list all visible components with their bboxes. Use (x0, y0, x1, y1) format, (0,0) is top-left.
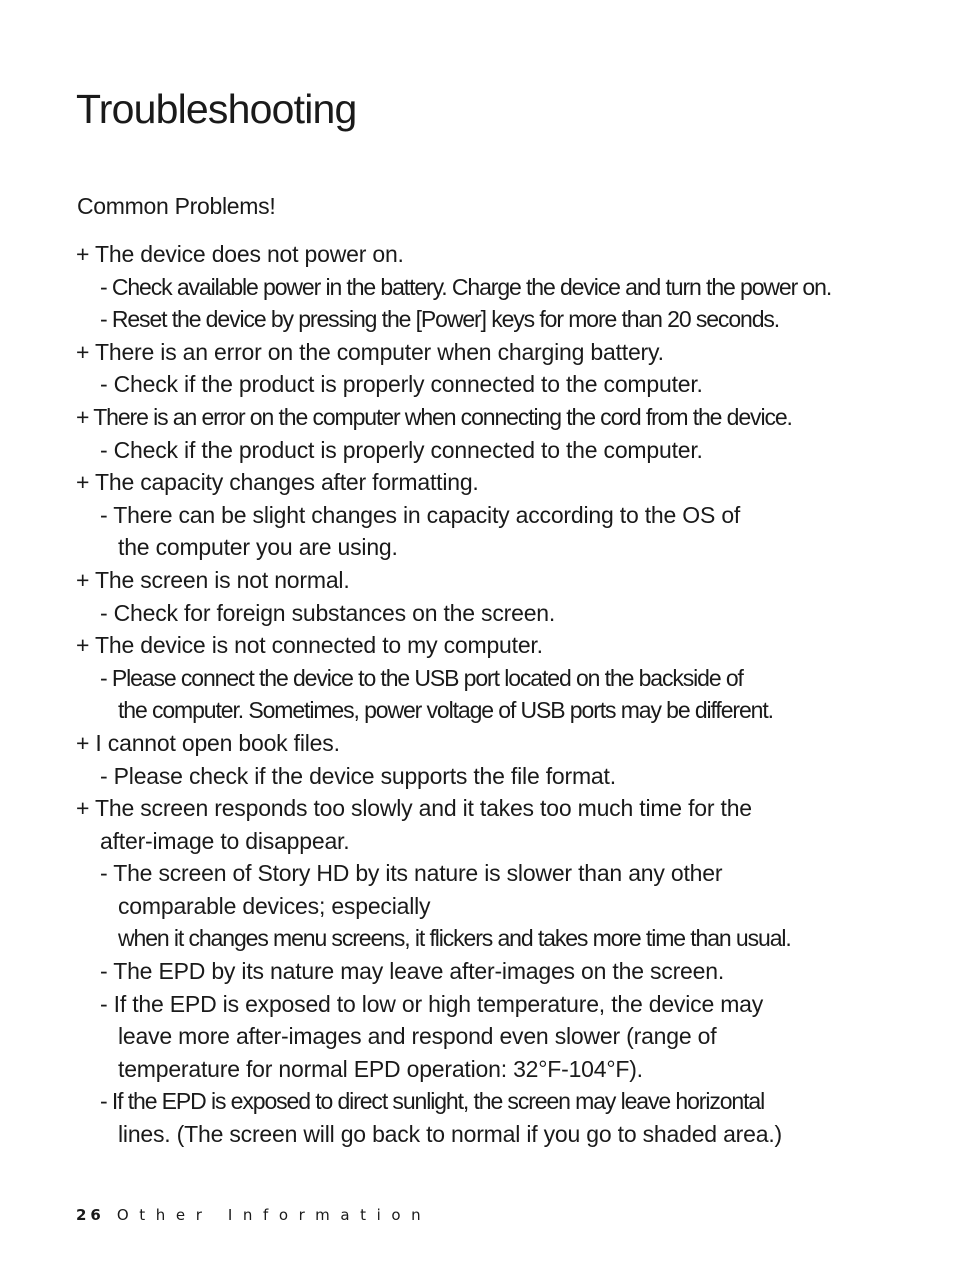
problem-item: + The screen is not normal. (76, 566, 350, 593)
solution-item: - The screen of Story HD by its nature is slower than any other (100, 860, 723, 887)
solution-item: - If the EPD is exposed to low or high temperature, the device may (100, 990, 764, 1017)
problem-item: + There is an error on the computer when connecting the cord from the device. (76, 403, 792, 430)
problem-item: + The screen responds too slowly and it takes too much time for the (76, 795, 752, 822)
problem-item-continuation: after-image to disappear. (100, 827, 350, 854)
problem-item: + The device does not power on. (76, 241, 404, 267)
page-footer (76, 1206, 431, 1224)
solution-item: - Check if the product is properly connected to the computer. (100, 436, 703, 463)
problem-item: + The device is not connected to my computer. (76, 632, 543, 659)
solution-item-continuation: leave more after-images and respond even slower (range of (118, 1023, 717, 1050)
solution-item: - Please connect the device to the USB port located on the backside of (100, 664, 743, 691)
solution-item: - Reset the device by pressing the [Power] keys for more than 20 seconds. (100, 306, 780, 333)
solution-item-continuation: the computer. Sometimes, power voltage of USB ports may be different. (118, 697, 773, 724)
solution-item: - If the EPD is exposed to direct sunlight, the screen may leave horizontal (100, 1088, 765, 1115)
solution-item: - Check if the product is properly connected to the computer. (100, 371, 703, 398)
problem-item: + I cannot open book files. (76, 729, 340, 756)
page-title: Troubleshooting (76, 86, 357, 132)
page-number: 26 (76, 1206, 105, 1224)
solution-item: - Please check if the device supports the file format. (100, 762, 616, 789)
footer-section-label: Other Information (116, 1206, 432, 1224)
section-heading: Common Problems! (77, 193, 276, 219)
solution-item: - The EPD by its nature may leave after-images on the screen. (100, 958, 725, 985)
solution-item: - Check available power in the battery. Charge the device and turn the power on. (100, 273, 832, 300)
solution-item-continuation: temperature for normal EPD operation: 32°F-104°F). (118, 1055, 643, 1082)
problem-item: + There is an error on the computer when charging battery. (76, 338, 664, 365)
solution-item-continuation: lines. (The screen will go back to normal if you go to shaded area.) (118, 1121, 782, 1148)
solution-item: - Check for foreign substances on the screen. (100, 599, 556, 626)
solution-item-continuation: the computer you are using. (118, 534, 398, 561)
solution-item-continuation: comparable devices; especially (118, 892, 431, 919)
solution-item: - There can be slight changes in capacity according to the OS of (100, 501, 741, 528)
problem-item: + The capacity changes after formatting. (76, 469, 479, 496)
problem-list (76, 238, 876, 1151)
solution-item-continuation: when it changes menu screens, it flickers and takes more time than usual. (118, 925, 791, 952)
